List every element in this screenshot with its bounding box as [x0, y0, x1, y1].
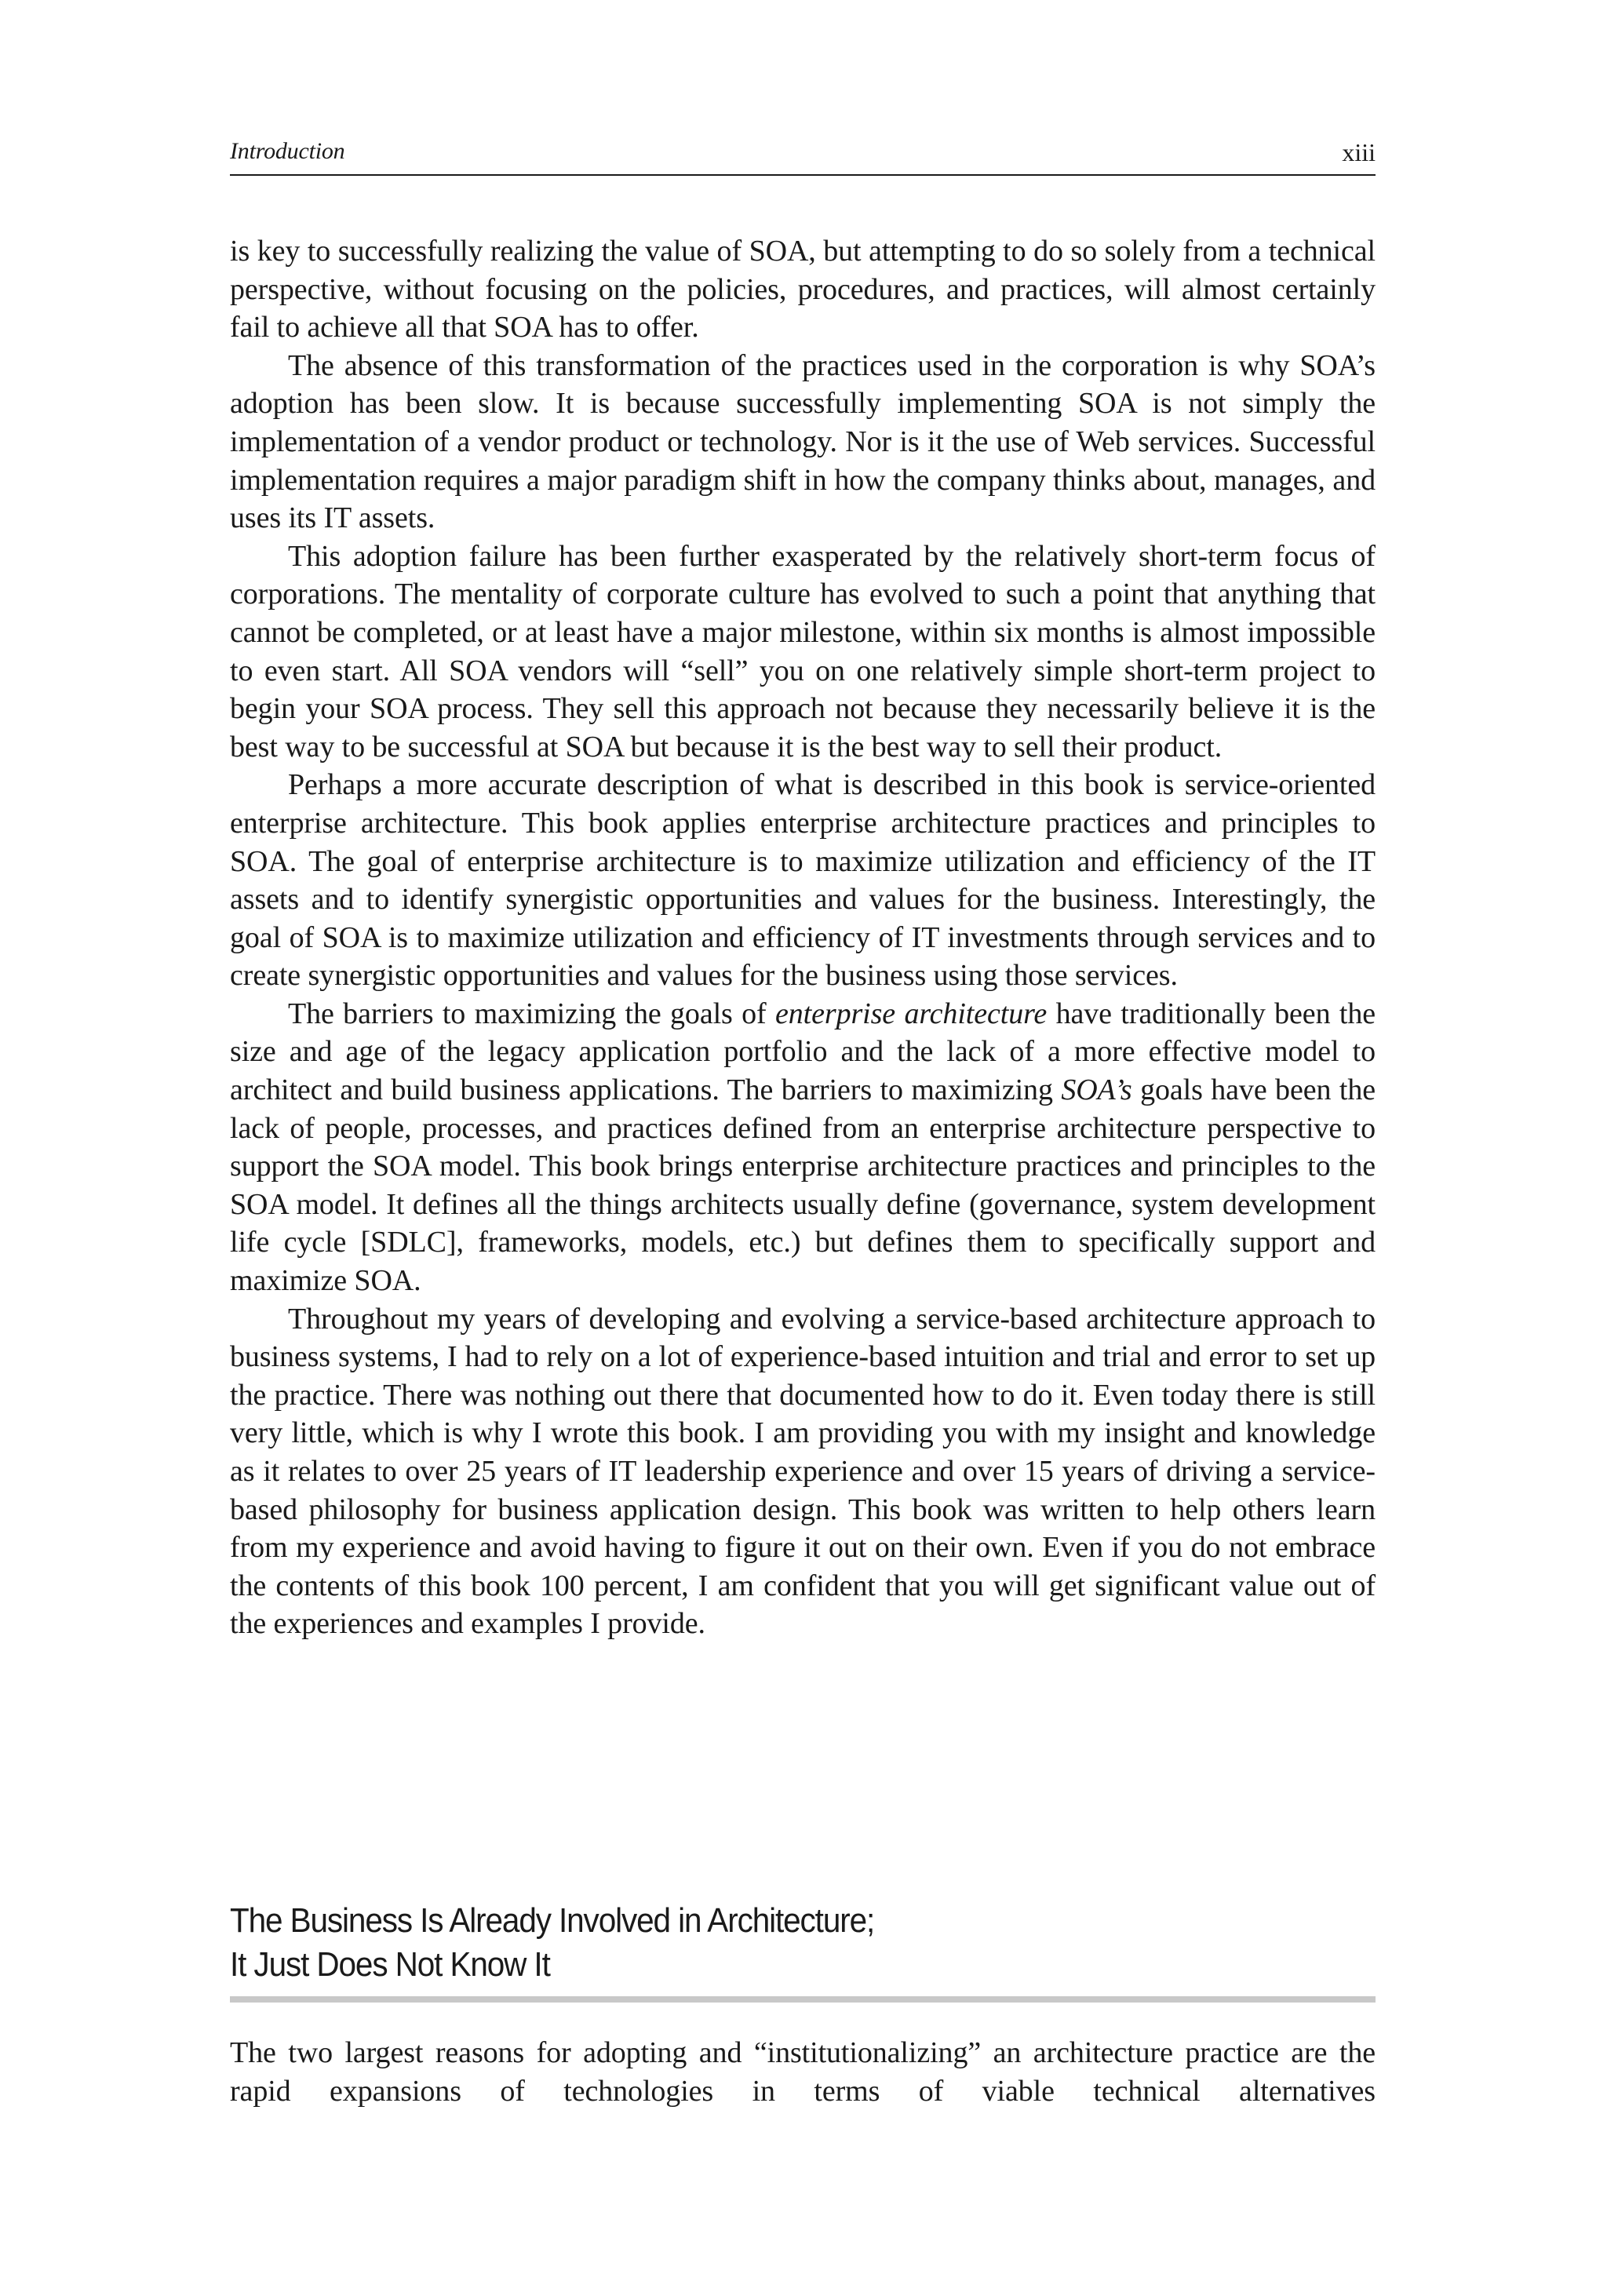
- paragraph-continued: is key to successfully realizing the value of SOA, but attempting to do so solely from a technical perspective, without focusing on the policies, procedures, and practices, will almost certainly fail to achieve all that SOA has to offer.: [230, 235, 1376, 344]
- paragraph-author-experience: Throughout my years of developing and evolving a service-based architecture approach to business systems, I had to rely on a lot of experience-based intuition and trial and error to set up the practice. There was nothing out there that documented how to do it. Even today there is still very little, which is why I wrote this book. I am providing you with my insight and knowledge as it relates to over 25 years of IT leadership experience and over 15 years of driving a service-based philosophy for business application design. This book was written to help others learn from my experience and avoid having to figure it out on their own. Even if you do not embrace the contents of this book 100 percent, I am confident that you will get significant value out of the experiences and examples I provide.: [230, 1302, 1376, 1641]
- barriers-emphasis-soa: SOA’s: [1061, 1073, 1132, 1107]
- section-heading: [230, 1899, 1284, 1987]
- paragraph-barriers: [230, 995, 1376, 1300]
- paragraph-transformation: The absence of this transformation of the practices used in the corporation is why SOA’s adoption has been slow. It is because successfully implementing SOA is not simply the implementation of a vendor product or technology. Nor is it the use of Web services. Successful implementation requires a major paradigm shift in how the company thinks about, manages, and uses its IT assets.: [230, 348, 1376, 535]
- barriers-emphasis-ea: enterprise architecture: [775, 997, 1048, 1030]
- section-heading-rule: [230, 1996, 1376, 2003]
- body-text: [230, 232, 1376, 1643]
- barriers-text-a: The barriers to maximizing the goals of: [288, 997, 775, 1030]
- paragraph-section-intro: The two largest reasons for adopting and “institutionalizing” an architecture practice are the rapid expansions of technologies in terms of viable technical alternatives: [230, 2036, 1376, 2108]
- section-heading-line-1: The Business Is Already Involved in Architecture;: [230, 1901, 875, 1940]
- running-header-title: Introduction: [230, 138, 345, 164]
- barriers-text-b: have traditionally been the size and age of the legacy application portfolio and the lack of a more effective model to architect and build business applications. The barriers to maximizing: [230, 997, 1376, 1107]
- barriers-text-c: goals have been the lack of people, processes, and practices defined from an enterprise architecture perspective to support the SOA model. This book brings enterprise architecture practices and principles to the SOA model. It defines all the things architects usually define (governance, system development life cycle [SDLC], frameworks, models, etc.) but defines them to specifically support and maximize SOA.: [230, 1073, 1376, 1298]
- section-body: [230, 2034, 1376, 2110]
- paragraph-adoption-failure: This adoption failure has been further exasperated by the relatively short-term focus of corporations. The mentality of corporate culture has evolved to such a point that anything that cannot be completed, or at least have a major milestone, within six months is almost impossible to even start. All SOA vendors will “sell” you on one relatively simple short-term project to begin your SOA process. They sell this approach not because they necessarily believe it is the best way to be successful at SOA but because it is the best way to sell their product.: [230, 539, 1376, 764]
- page-number: xiii: [1342, 138, 1376, 166]
- running-header: [230, 135, 1376, 176]
- section-heading-line-2: It Just Does Not Know It: [230, 1945, 550, 1984]
- paragraph-service-oriented-ea: Perhaps a more accurate description of what is described in this book is service-oriented enterprise architecture. This book applies enterprise architecture practices and principles to SOA. The goal of enterprise architecture is to maximize utilization and efficiency of the IT assets and to identify synergistic opportunities and values for the business. Interestingly, the goal of SOA is to maximize utilization and efficiency of IT investments through services and to create synergistic opportunities and values for the business using those services.: [230, 768, 1376, 993]
